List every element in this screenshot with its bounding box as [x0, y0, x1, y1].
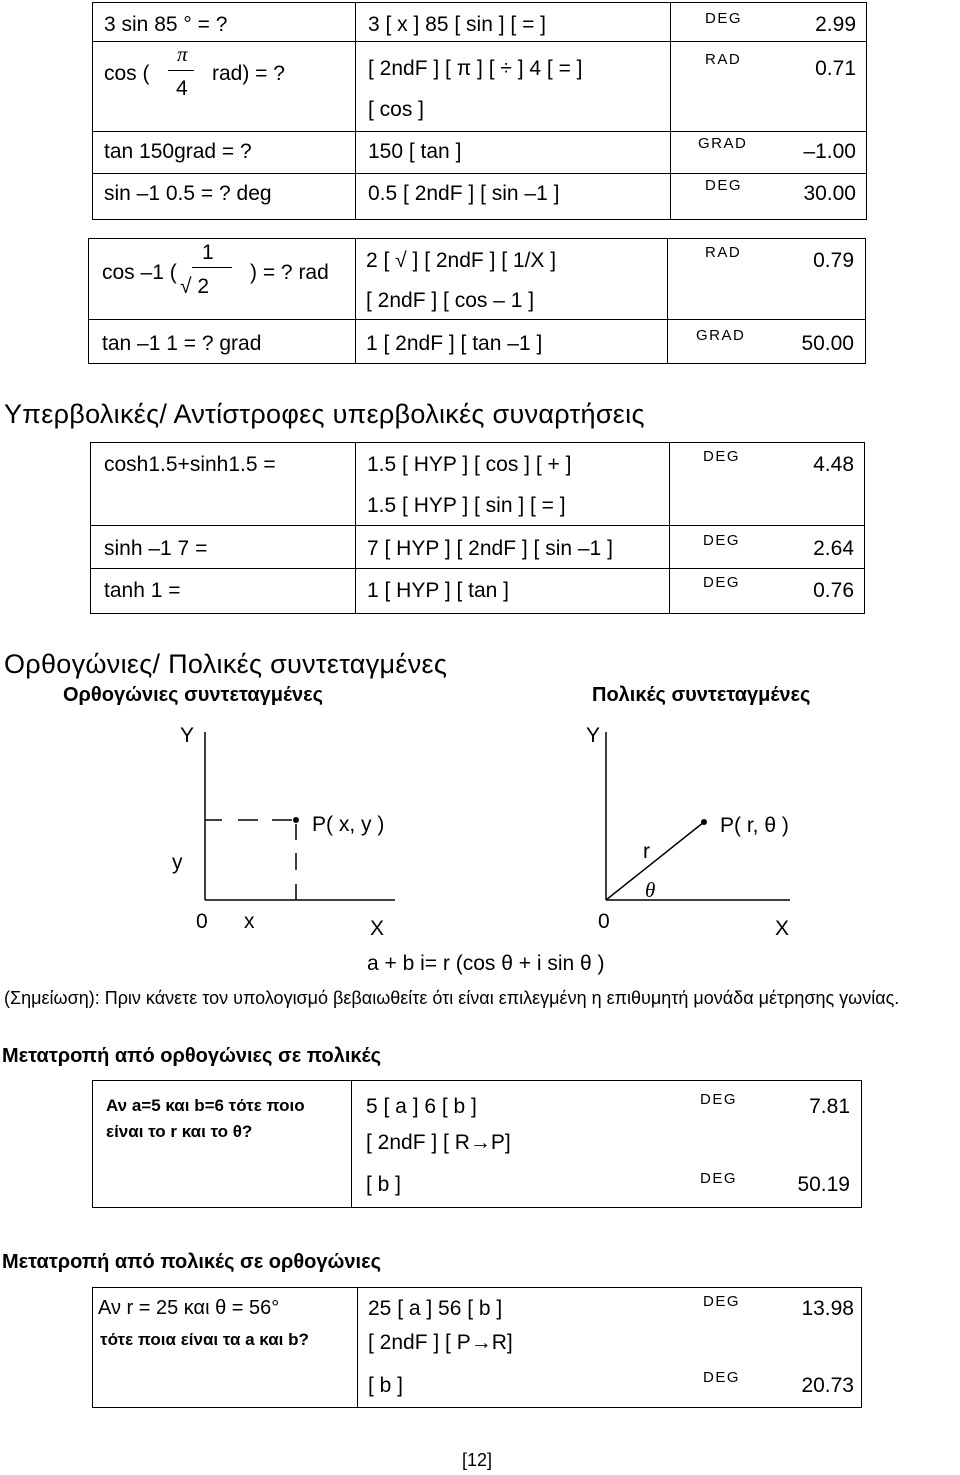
angle-mode: DEG	[703, 1293, 741, 1310]
question-text: Αν a=5 και b=6 τότε ποιο είναι το r και το θ?	[106, 1096, 305, 1141]
result-value: 2.64	[813, 537, 854, 560]
fraction-denominator: √ 2	[180, 275, 210, 298]
result-value: 4.48	[813, 453, 854, 476]
subheading-rectangular: Ορθογώνιες συντεταγμένες	[63, 684, 324, 706]
expr-cell: tan 150grad = ?	[104, 140, 252, 163]
angle-mode: DEG	[705, 177, 743, 194]
result-value: 0.76	[813, 579, 854, 602]
keys-cell: [ 2ndF ] [ π ] [ ÷ ] 4 [ = ]	[368, 57, 583, 80]
expr-tail: ) = ? rad	[250, 261, 329, 284]
expr-cell: sin –1 0.5 = ? deg	[104, 182, 272, 205]
rect-point-label: P( x, y )	[312, 813, 385, 836]
polar-x-axis-label: X	[775, 917, 790, 940]
keys-cell: 0.5 [ 2ndF ] [ sin –1 ]	[368, 182, 560, 205]
keys-cell: [ 2ndF ] [ cos – 1 ]	[366, 289, 535, 312]
section-heading-rect-to-polar: Μετατροπή από ορθογώνιες σε πολικές	[2, 1045, 381, 1067]
keys-cell: [ cos ]	[368, 98, 425, 121]
rect-y-label: y	[172, 851, 183, 874]
polar-point-label: P( r, θ )	[720, 814, 789, 837]
question-text: Αν r = 25 και θ = 56°	[98, 1297, 280, 1319]
coordinate-diagrams	[0, 720, 960, 950]
section-heading-coordinates: Ορθογώνιες/ Πολικές συντεταγμένες	[4, 649, 448, 679]
expr-cell: 3 sin 85 ° = ?	[104, 13, 228, 36]
result-value: 50.00	[801, 332, 854, 355]
result-value: 7.81	[809, 1095, 850, 1118]
expr-cell: tan –1 1 = ? grad	[102, 332, 262, 355]
keys-cell: 5 [ a ] 6 [ b ]	[366, 1095, 477, 1118]
note-text: (Σημείωση): Πριν κάνετε τον υπολογισμό βεβαιωθείτε ότι είναι επιλεγμένη η επιθυμητή μονάδα μέτρησης γωνίας.	[4, 988, 900, 1008]
fraction-numerator: π	[177, 42, 188, 66]
result-value: 0.71	[815, 57, 856, 80]
angle-mode: DEG	[700, 1091, 738, 1108]
expr-tail: rad) = ?	[212, 62, 285, 85]
expr-cell: sinh –1 7 =	[104, 537, 208, 560]
polar-r-label: r	[643, 840, 650, 863]
angle-mode: DEG	[700, 1170, 738, 1187]
result-value: 20.73	[801, 1374, 854, 1397]
polar-point	[701, 819, 707, 825]
section-heading-hyperbolic: Υπερβολικές/ Αντίστροφες υπερβολικές συναρτήσεις	[4, 399, 645, 429]
keys-cell: 3 [ x ] 85 [ sin ] [ = ]	[368, 13, 546, 36]
keys-cell: 1.5 [ HYP ] [ cos ] [ + ]	[367, 453, 572, 476]
complex-formula: a + b i= r (cos θ + i sin θ )	[367, 952, 605, 975]
rect-origin-label: 0	[196, 910, 208, 933]
result-value: 30.00	[803, 182, 856, 205]
question-text: τότε ποια είναι τα a και b?	[100, 1330, 309, 1349]
rect-point	[293, 817, 299, 823]
keys-cell: 7 [ HYP ] [ 2ndF ] [ sin –1 ]	[367, 537, 613, 560]
keys-cell: [ b ]	[366, 1173, 402, 1196]
angle-mode: RAD	[705, 51, 742, 68]
keys-cell: 1 [ 2ndF ] [ tan –1 ]	[366, 332, 543, 355]
angle-mode: DEG	[703, 448, 741, 465]
rect-y-axis-label: Y	[180, 724, 195, 747]
keys-cell: [ 2ndF ] [ P→R]	[368, 1331, 513, 1354]
section-heading-polar-to-rect: Μετατροπή από πολικές σε ορθογώνιες	[2, 1251, 381, 1273]
polar-theta-label: θ	[645, 878, 656, 902]
keys-cell: 2 [ √ ] [ 2ndF ] [ 1/X ]	[366, 249, 557, 272]
result-value: 0.79	[813, 249, 854, 272]
fraction-bar	[168, 70, 194, 71]
result-value: –1.00	[803, 140, 856, 163]
angle-mode: DEG	[705, 10, 743, 27]
keys-cell: 150 [ tan ]	[368, 140, 462, 163]
angle-mode: GRAD	[696, 327, 746, 344]
angle-mode: DEG	[703, 574, 741, 591]
keys-cell: 1.5 [ HYP ] [ sin ] [ = ]	[367, 494, 566, 517]
angle-mode: GRAD	[698, 135, 748, 152]
fraction-numerator: 1	[202, 241, 214, 264]
angle-mode: RAD	[705, 244, 742, 261]
rect-x-axis-label: X	[370, 917, 385, 940]
angle-mode: DEG	[703, 1369, 741, 1386]
rect-x-label: x	[244, 910, 255, 933]
expr-cell: cos –1 (	[102, 261, 177, 284]
keys-cell: 25 [ a ] 56 [ b ]	[368, 1297, 503, 1320]
fraction-bar	[192, 267, 232, 268]
expr-cell: tanh 1 =	[104, 579, 181, 602]
keys-cell: [ b ]	[368, 1374, 404, 1397]
result-value: 13.98	[801, 1297, 854, 1320]
polar-origin-label: 0	[598, 910, 610, 933]
keys-cell: 1 [ HYP ] [ tan ]	[367, 579, 510, 602]
expr-cell: cos (	[104, 62, 150, 85]
fraction-denominator: 4	[176, 77, 188, 100]
result-value: 2.99	[815, 13, 856, 36]
page-number: [12]	[462, 1450, 493, 1470]
subheading-polar: Πολικές συντεταγμένες	[592, 684, 811, 706]
result-value: 50.19	[797, 1173, 850, 1196]
keys-cell: [ 2ndF ] [ R→P]	[366, 1131, 511, 1154]
expr-cell: cosh1.5+sinh1.5 =	[104, 453, 276, 476]
angle-mode: DEG	[703, 532, 741, 549]
polar-y-axis-label: Y	[586, 724, 601, 747]
